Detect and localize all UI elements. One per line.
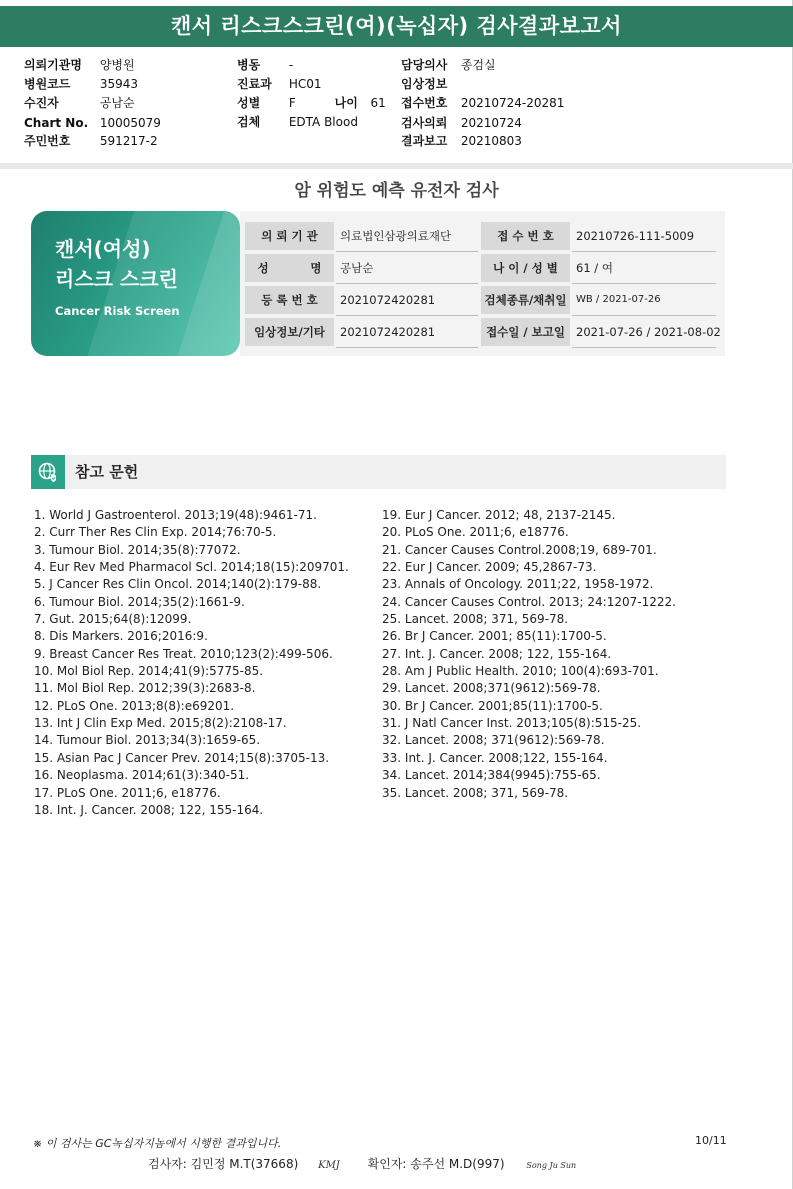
reference-item: 27. Int. J. Cancer. 2008; 122, 155-164.	[382, 646, 612, 661]
globe-shield-icon	[31, 455, 65, 489]
id-value: 591217-2	[99, 134, 158, 148]
result-row	[401, 132, 522, 150]
reference-item: 35. Lancet. 2008; 371, 569-78.	[382, 785, 569, 800]
recv-label: 접 수 번 호	[481, 222, 570, 250]
reference-item: 3. Tumour Biol. 2014;35(8):77072.	[34, 542, 241, 557]
header-divider	[0, 163, 793, 169]
reference-item: 5. J Cancer Res Clin Oncol. 2014;140(2):179-88.	[34, 577, 322, 592]
dept-row	[237, 75, 322, 93]
specimen-label: 검체종류/채취일	[481, 286, 570, 314]
hospital-label: 의뢰기관명	[24, 58, 82, 72]
references-list-right	[382, 507, 676, 802]
reference-item: 12. PLoS One. 2013;8(8):e69201.	[34, 698, 235, 713]
result-value: 20210803	[460, 134, 522, 148]
clinical-row	[401, 75, 461, 93]
result-label: 결과보고	[401, 134, 448, 148]
reference-item: 7. Gut. 2015;64(8):12099.	[34, 612, 192, 627]
badge-title-line1: 캔서(여성)	[55, 237, 151, 261]
patient-row	[24, 94, 135, 112]
sex-value: F	[288, 96, 296, 110]
hospital-row	[24, 56, 135, 74]
clinical-value: 2021072420281	[340, 325, 436, 339]
reference-item: 33. Int. J. Cancer. 2008;122, 155-164.	[382, 750, 608, 765]
reference-item: 2. Curr Ther Res Clin Exp. 2014;76:70-5.	[34, 525, 277, 540]
reference-item: 29. Lancet. 2008;371(9612):569-78.	[382, 681, 601, 696]
tester-signature: KMJ	[318, 1160, 340, 1171]
clinical-label: 임상정보/기타	[245, 318, 334, 346]
reference-item: 8. Dis Markers. 2016;2016:9.	[34, 629, 208, 644]
chart-label: Chart No.	[24, 116, 89, 130]
dept-label: 진료과	[237, 77, 272, 91]
badge-english-title: Cancer Risk Screen	[55, 304, 180, 318]
code-value: 35943	[99, 77, 139, 91]
chart-row	[24, 114, 161, 132]
reference-item: 23. Annals of Oncology. 2011;22, 1958-1972.	[382, 577, 654, 592]
report-title: 캔서 리스크스크린(여)(녹십자) 검사결과보고서	[0, 6, 793, 47]
id-label: 주민번호	[24, 134, 71, 148]
page-number: 10/11	[695, 1134, 727, 1147]
dates-label: 접수일 / 보고일	[481, 318, 570, 346]
patient-header	[0, 48, 793, 163]
reference-item: 25. Lancet. 2008; 371, 569-78.	[382, 612, 569, 627]
reference-item: 32. Lancet. 2008; 371(9612):569-78.	[382, 733, 605, 748]
reference-item: 21. Cancer Causes Control.2008;19, 689-701.	[382, 542, 657, 557]
reference-item: 22. Eur J Cancer. 2009; 45,2867-73.	[382, 560, 597, 575]
reference-item: 10. Mol Biol Rep. 2014;41(9):5775-85.	[34, 664, 264, 679]
name-value: 공남순	[340, 261, 374, 275]
specimen-label: 검체	[237, 115, 261, 129]
footer-note: ※ 이 검사는 GC녹십자지놈에서 시행한 결과입니다.	[33, 1137, 282, 1150]
reference-item: 34. Lancet. 2014;384(9945):755-65.	[382, 768, 601, 783]
org-label: 의 뢰 기 관	[245, 222, 334, 250]
patient-label: 수진자	[24, 96, 59, 110]
row-line	[572, 347, 716, 348]
patient-value: 공남순	[99, 96, 135, 110]
request-value: 20210724	[460, 116, 522, 130]
reference-item: 24. Cancer Causes Control. 2013; 24:1207-1222.	[382, 594, 676, 609]
name-label	[245, 254, 334, 282]
reference-item: 15. Asian Pac J Cancer Prev. 2014;15(8):3705-13.	[34, 750, 330, 765]
badge-title-line2: 리스크 스크린	[55, 267, 178, 291]
confirmer-text: 확인자: 송주선 M.D(997)	[367, 1157, 505, 1171]
doctor-row	[401, 56, 496, 74]
clinical-label: 임상정보	[401, 77, 448, 91]
hospital-value: 양병원	[99, 58, 135, 72]
globe-shield-icon-svg	[37, 461, 59, 483]
test-subtitle: 암 위험도 예측 유전자 검사	[294, 181, 499, 201]
code-row	[24, 75, 138, 93]
references-list-left	[34, 507, 349, 819]
reference-item: 28. Am J Public Health. 2010; 100(4):693-701.	[382, 664, 659, 679]
reference-item: 31. J Natl Cancer Inst. 2013;105(8):515-25.	[382, 716, 642, 731]
reference-item: 26. Br J Cancer. 2001; 85(11):1700-5.	[382, 629, 607, 644]
row-line	[336, 315, 478, 316]
dept-value: HC01	[288, 77, 322, 91]
reference-item: 18. Int. J. Cancer. 2008; 122, 155-164.	[34, 802, 264, 817]
reference-item: 14. Tumour Biol. 2013;34(3):1659-65.	[34, 733, 261, 748]
sex-label: 성별	[237, 96, 261, 110]
recv-value: 20210726-111-5009	[576, 229, 695, 243]
org-value: 의료법인삼광의료재단	[340, 229, 452, 243]
reference-item: 16. Neoplasma. 2014;61(3):340-51.	[34, 768, 250, 783]
id-row	[24, 132, 158, 150]
reference-item: 17. PLoS One. 2011;6, e18776.	[34, 785, 221, 800]
age-label: 나이	[334, 96, 358, 110]
ward-value: -	[288, 58, 294, 72]
agesex-value: 61 / 여	[576, 261, 613, 275]
specimen-row	[237, 113, 358, 131]
age-value: 61	[370, 96, 386, 110]
specimen-value: WB / 2021-07-26	[576, 294, 661, 305]
receipt-value: 20210724-20281	[460, 96, 565, 110]
reference-item: 20. PLoS One. 2011;6, e18776.	[382, 525, 569, 540]
name-label-text: 성 명	[257, 261, 322, 275]
chart-value: 10005079	[99, 116, 161, 130]
agesex-label: 나 이 / 성 별	[481, 254, 570, 282]
receipt-label: 접수번호	[401, 96, 448, 110]
reference-item: 9. Breast Cancer Res Treat. 2010;123(2):499-506.	[34, 646, 333, 661]
row-line	[336, 347, 478, 348]
request-row	[401, 114, 522, 132]
confirmer-signature: Song Ju Sun	[526, 1161, 577, 1170]
reg-label: 등 록 번 호	[245, 286, 334, 314]
ward-row	[237, 56, 293, 74]
reference-item: 19. Eur J Cancer. 2012; 48, 2137-2145.	[382, 508, 616, 522]
reference-item: 1. World J Gastroenterol. 2013;19(48):9461-71.	[34, 508, 317, 522]
reference-item: 11. Mol Biol Rep. 2012;39(3):2683-8.	[34, 681, 256, 696]
info-table	[240, 211, 725, 356]
reg-value: 2021072420281	[340, 293, 436, 307]
doctor-value: 종검실	[460, 58, 496, 72]
tester-text: 검사자: 김민정 M.T(37668)	[148, 1157, 299, 1171]
specimen-value: EDTA Blood	[288, 115, 358, 129]
signers-line	[148, 1155, 576, 1172]
reference-item: 30. Br J Cancer. 2001;85(11):1700-5.	[382, 698, 603, 713]
reference-item: 6. Tumour Biol. 2014;35(2):1661-9.	[34, 594, 245, 609]
request-label: 검사의뢰	[401, 116, 448, 130]
sex-age-row	[237, 94, 386, 112]
references-title: 참고 문헌	[75, 463, 139, 481]
row-line	[572, 251, 716, 252]
row-line	[336, 283, 478, 284]
ward-label: 병동	[237, 58, 261, 72]
row-line	[572, 315, 716, 316]
references-header	[31, 455, 726, 489]
product-badge	[31, 211, 240, 356]
dates-value: 2021-07-26 / 2021-08-02	[576, 325, 721, 339]
code-label: 병원코드	[24, 77, 71, 91]
row-line	[336, 251, 478, 252]
doctor-label: 담당의사	[401, 58, 448, 72]
reference-item: 4. Eur Rev Med Pharmacol Scl. 2014;18(15):209701.	[34, 560, 349, 575]
reference-item: 13. Int J Clin Exp Med. 2015;8(2):2108-17.	[34, 716, 287, 731]
receipt-row	[401, 94, 564, 112]
row-line	[572, 283, 716, 284]
